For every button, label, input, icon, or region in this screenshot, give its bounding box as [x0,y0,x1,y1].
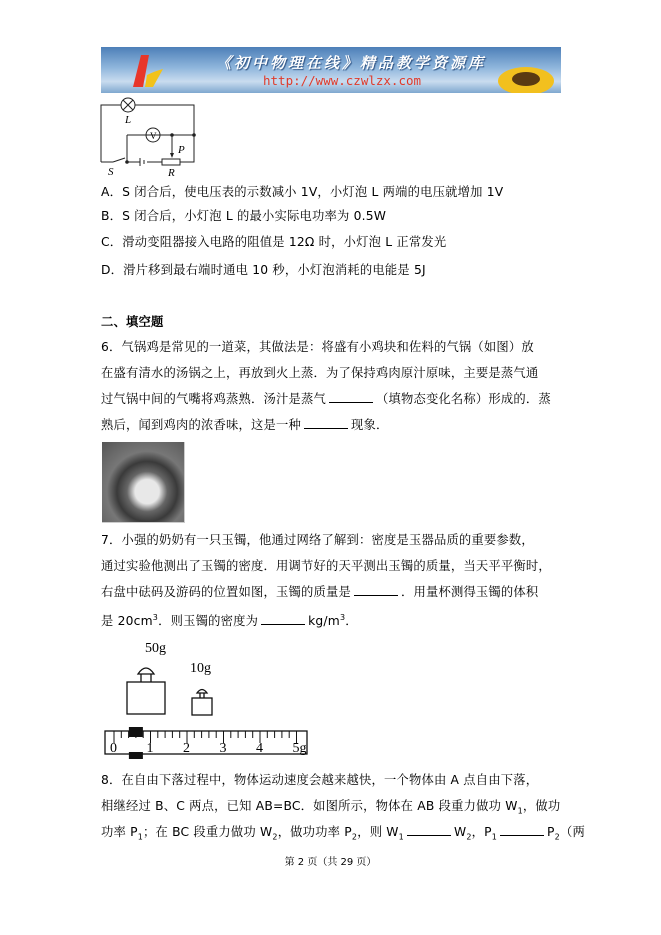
text: P [547,825,555,839]
sunflower-icon [496,55,556,93]
steam-pot-photo [102,442,185,523]
q6-line [101,391,551,407]
text: ，做功功率 P [277,825,352,839]
text: ．用量杯测得玉镯的体积 [400,585,539,599]
weights-and-scale-figure [100,634,310,760]
scale-tick-label: 1 [146,741,154,756]
text: ． [345,614,358,629]
subscript: 2 [466,832,472,842]
superscript: 3 [152,613,159,622]
q6-line: 6．气锅鸡是常见的一道菜，其做法是：将盛有小鸡块和佐料的气锅（如图）放 [101,340,534,354]
q8-line [101,798,560,819]
section-title: 二、填空题 [101,315,164,329]
text: ．则玉镯的密度为 [158,614,259,629]
answer-blank [407,824,451,836]
text: ；在 BC 段重力做功 W [143,825,273,839]
weight-10g [192,698,212,715]
text: ，则 W [357,825,399,839]
answer-blank [261,613,305,625]
text: W [453,825,467,839]
q8-line: 8．在自由下落过程中，物体运动速度会越来越快，一个物体由 A 点自由下落， [101,773,539,787]
q7-line [101,610,358,629]
scale-tick-label: 0 [110,741,117,756]
voltmeter-label: V [150,131,157,141]
option-b: B．S 闭合后，小灯泡 L 的最小实际电功率为 0.5W [101,209,387,223]
circuit-diagram [100,95,200,177]
subscript: 2 [554,832,560,842]
text: （两 [559,825,585,839]
option-d: D．滑片移到最右端时通电 10 秒，小灯泡消耗的电能是 5J [101,263,426,277]
q7-line: 7．小强的奶奶有一只玉镯，他通过网络了解到：密度是玉器品质的重要参数， [101,533,534,547]
header-banner [101,47,561,93]
subscript: 2 [351,832,358,842]
text: 过气锅中间的气嘴将鸡蒸熟．汤汁是蒸气 [101,392,326,406]
text: 熟后，闻到鸡肉的浓香味，这是一种 [101,418,301,432]
answer-blank [354,584,398,596]
q6-line [101,417,388,433]
q6-line: 在盛有清水的汤锅之上，再放到火上蒸．为了保持鸡肉原汁原味，主要是蒸气通 [101,366,539,380]
slider-label: P [178,144,185,156]
text: 是 20cm [101,614,153,629]
superscript: 3 [339,613,346,622]
subscript: 1 [491,832,498,842]
text: 相继经过 B、C 两点，已知 AB=BC．如图所示，物体在 AB 段重力做功 W [101,799,518,813]
scale-rider [129,727,143,737]
subscript: 1 [517,806,523,816]
banner-url: http://www.czwlzx.com [263,73,422,88]
subscript: 2 [272,832,278,842]
option-c: C．滑动变阻器接入电路的阻值是 12Ω 时，小灯泡 L 正常发光 [101,235,447,249]
logo-icon [129,53,169,89]
switch-label: S [108,166,114,177]
answer-blank [500,824,544,836]
weight-50g [127,682,165,714]
text: 现象． [350,418,389,432]
banner-title: 《初中物理在线》精品教学资源库 [216,54,487,72]
lamp-label: L [125,114,132,126]
weight-50g-label: 50g [145,641,166,656]
text: （填物态变化名称）形成的．蒸 [375,392,551,406]
scale-tick-label: 3 [219,741,227,756]
text: ，做功 [522,799,561,813]
q7-line: 通过实验他测出了玉镯的密度．用调节好的天平测出玉镯的质量，当天平平衡时， [101,559,551,573]
option-a: A．S 闭合后，使电压表的示数减小 1V，小灯泡 L 两端的电压就增加 1V [101,185,504,199]
scale-rider-bottom [129,752,143,759]
q8-line [101,824,585,845]
weight-10g-label: 10g [190,661,211,676]
answer-blank [329,391,373,403]
subscript: 1 [137,832,144,842]
scale-tick-label: 4 [256,741,263,756]
text: 右盘中砝码及游码的位置如图，玉镯的质量是 [101,585,351,599]
scale-tick-label: 2 [183,741,190,756]
text: kg/m [308,614,340,629]
resistor-label: R [168,167,175,177]
scale-tick-label: 5g [292,741,307,756]
answer-blank [304,417,348,429]
page-footer: 第 2 页（共 29 页） [284,857,377,868]
text: 功率 P [101,825,138,839]
text: ，P [471,825,492,839]
subscript: 1 [398,832,404,842]
q7-line [101,584,538,600]
